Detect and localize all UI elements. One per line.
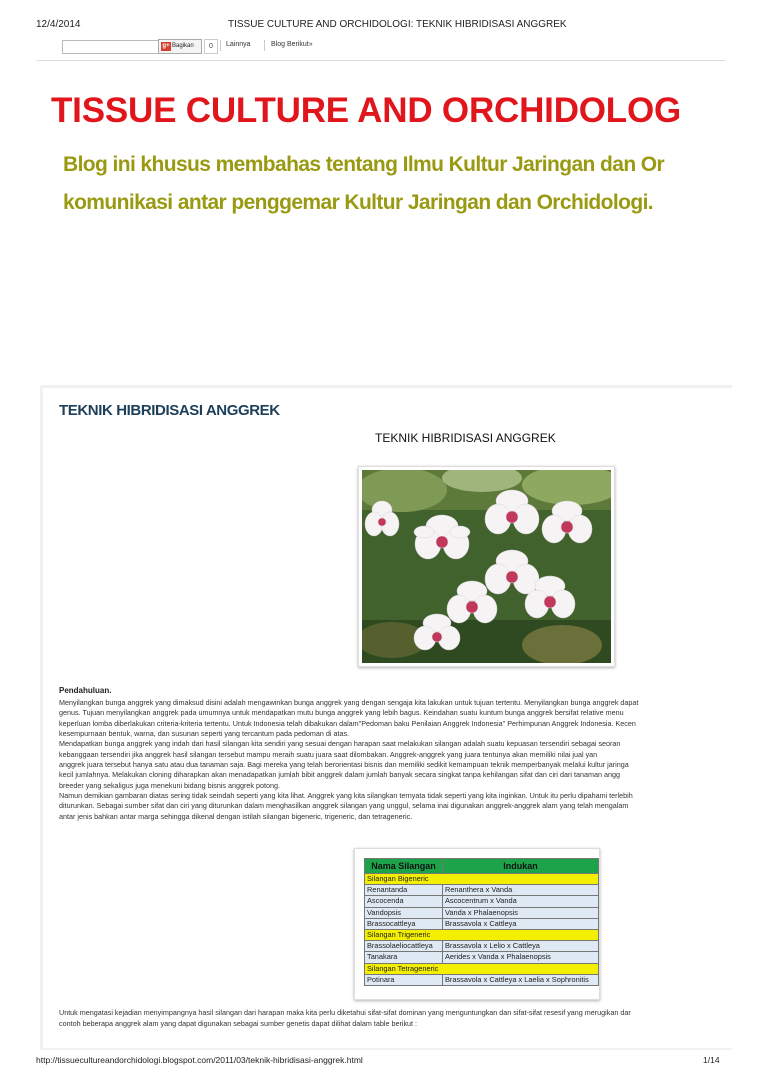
post-title[interactable]: TEKNIK HIBRIDISASI ANGGREK xyxy=(59,402,280,419)
table-cell: Brassolaeliocattleya xyxy=(365,941,443,952)
more-link[interactable]: Lainnya xyxy=(226,41,251,48)
table-cell: Ascocenda xyxy=(365,896,443,907)
google-plus-icon: g+ xyxy=(162,43,170,49)
closing-line: contoh beberapa anggrek alam yang dapat digunakan sebagai sumber genetis dapat dilihat dalam table berikut : xyxy=(59,1019,418,1028)
share-button[interactable] xyxy=(158,39,202,54)
print-title: TISSUE CULTURE AND ORCHIDOLOGI: TEKNIK HIBRIDISASI ANGGREK xyxy=(228,19,567,30)
print-footer-url: http://tissuecultureandorchidologi.blogspot.com/2011/03/teknik-hibridisasi-anggrek.html xyxy=(36,1055,363,1065)
print-date: 12/4/2014 xyxy=(36,19,81,30)
hybrid-table-image[interactable] xyxy=(354,848,600,1000)
table-group-label: Silangan Tetrageneric xyxy=(365,963,599,974)
blog-description-line-2: komunikasi antar penggemar Kultur Jaringan dan Orchidologi. xyxy=(63,191,654,214)
table-cell: Brassocattleya xyxy=(365,918,443,929)
share-count: 0 xyxy=(204,39,218,54)
share-label: Bagikan xyxy=(172,43,194,49)
paragraph-line: anggrek juara tersebut hanya satu atau dua tanaman saja. Bagi mereka yang telah berorientasi bisnis dan memiliki sedikit kemampuan teknik memperbanyak melalui kultur jaringa xyxy=(59,760,629,769)
post-centered-heading: TEKNIK HIBRIDISASI ANGGREK xyxy=(375,431,556,445)
orchid-illustration xyxy=(362,470,611,663)
paragraph-line: kebanggaan tersendiri jika anggrek hasil silangan tersebut mampu meraih suatu juara saat dilombakan. Anggrek-anggrek yang juara tentunya akan memiliki nilai jual yan xyxy=(59,749,598,759)
table-cell: Vandopsis xyxy=(365,907,443,918)
table-header-name: Nama Silangan xyxy=(365,859,443,874)
navbar-divider xyxy=(36,60,726,61)
next-blog-link[interactable]: Blog Berikut» xyxy=(271,41,313,48)
paragraph-line: kecil jumlahnya. Melakukan cloning diharapkan akan menadapatkan jumlah bibit anggrek dalam jumlah banyak secara singkat tanpa kehilangan sifat dan ciri dari tanaman angg xyxy=(59,770,620,779)
table-cell: Potinara xyxy=(365,974,443,985)
paragraph-line: antar jenis bahkan antar marga sehingga dikenal dengan istilah silangan bigeneric, trigeneric, dan tetrageneric. xyxy=(59,811,413,821)
paragraph-line: kesempurnaan bentuk, warna, dan susunan seperti yang tercantum pada pedoman di atas. xyxy=(59,729,350,738)
paragraph-line: diturunkan. Sebagai sumber sifat dan ciri yang diturunkan dalam menghasilkan anggrek silangan yang unggul, selama inai digunakan anggrek-anggrek alam yang telah mengalam xyxy=(59,801,629,810)
navbar-separator xyxy=(264,40,265,51)
blog-description-line-1: Blog ini khusus membahas tentang Ilmu Kultur Jaringan dan Or xyxy=(63,153,665,176)
hybrid-table xyxy=(364,858,599,986)
table-row xyxy=(365,896,599,907)
table-row xyxy=(365,974,599,985)
table-row xyxy=(365,907,599,918)
paragraph-line: Namun demikian gambaran diatas sering tidak seindah seperti yang kita lihat. Anggrek yang kita silangkan ternyata tidak seperti yang kita inginkan. Untuk itu perlu dipahami terlebih xyxy=(59,791,633,800)
paragraph-line: Mendapatkan bunga anggrek yang indah dari hasil silangan kita sendiri yang sesuai dengan harapan saat melakukan silangan adalah suatu kepuasan tersendiri sebagai seoran xyxy=(59,739,621,748)
table-cell: Renantanda xyxy=(365,885,443,896)
table-cell: Brassavola x Cattleya x Laelia x Sophronitis xyxy=(442,974,598,985)
paragraph-line: genus. Tujuan menyilangkan anggrek pada umumnya untuk mendapatkan mutu bunga anggrek yang lebih bagus. Keindahan suatu kuntum bunga anggrek bersifat relative menu xyxy=(59,708,624,717)
table-row xyxy=(365,941,599,952)
intro-title: Pendahuluan. xyxy=(59,686,112,695)
paragraph-line: breeder yang sekaligus juga menekuni bidang bisnis anggrek potong. xyxy=(59,780,280,790)
table-group-label: Silangan Trigeneric xyxy=(365,930,599,941)
orchid-photo[interactable] xyxy=(358,466,615,667)
paragraph-line: keperluan lomba diberlakukan criteria-kriteria tertentu. Untuk Indonesia telah dibakukan dalam"Pedoman baku Penilaian Anggrek Indonesia" Perhimpunan Anggrek Indonesia. Kecen xyxy=(59,718,636,728)
table-cell: Brassavola x Lelio x Cattleya xyxy=(442,941,598,952)
table-cell: Brassavola x Cattleya xyxy=(442,918,598,929)
table-cell: Aerides x Vanda x Phalaenopsis xyxy=(442,952,598,963)
table-row xyxy=(365,952,599,963)
table-cell: Renanthera x Vanda xyxy=(442,885,598,896)
table-cell: Vanda x Phalaenopsis xyxy=(442,907,598,918)
print-footer-page: 1/14 xyxy=(703,1055,720,1065)
paragraph-line: Menyilangkan bunga anggrek yang dimaksud disini adalah mengawinkan bunga anggrek yang dengan sengaja kita lakukan untuk tujuan tertentu. Menyilangkan bunga anggrek dapat xyxy=(59,698,639,707)
table-cell: Tanakara xyxy=(365,952,443,963)
table-row xyxy=(365,885,599,896)
closing-line: Untuk mengatasi kejadian menyimpangnya hasil silangan dari harapan maka kita perlu diketahui sifat-sifat dominan yang menguntungkan dan sifat-sifat resesif yang merugikan dar xyxy=(59,1008,631,1017)
table-cell: Ascocentrum x Vanda xyxy=(442,896,598,907)
table-header-parents: Indukan xyxy=(442,859,598,874)
table-row xyxy=(365,918,599,929)
blogger-navbar xyxy=(36,38,726,60)
table-group-label: Silangan Bigeneric xyxy=(365,874,599,885)
orchid-image xyxy=(362,470,611,663)
navbar-separator xyxy=(220,40,221,51)
blog-title[interactable]: TISSUE CULTURE AND ORCHIDOLOG xyxy=(51,91,682,130)
